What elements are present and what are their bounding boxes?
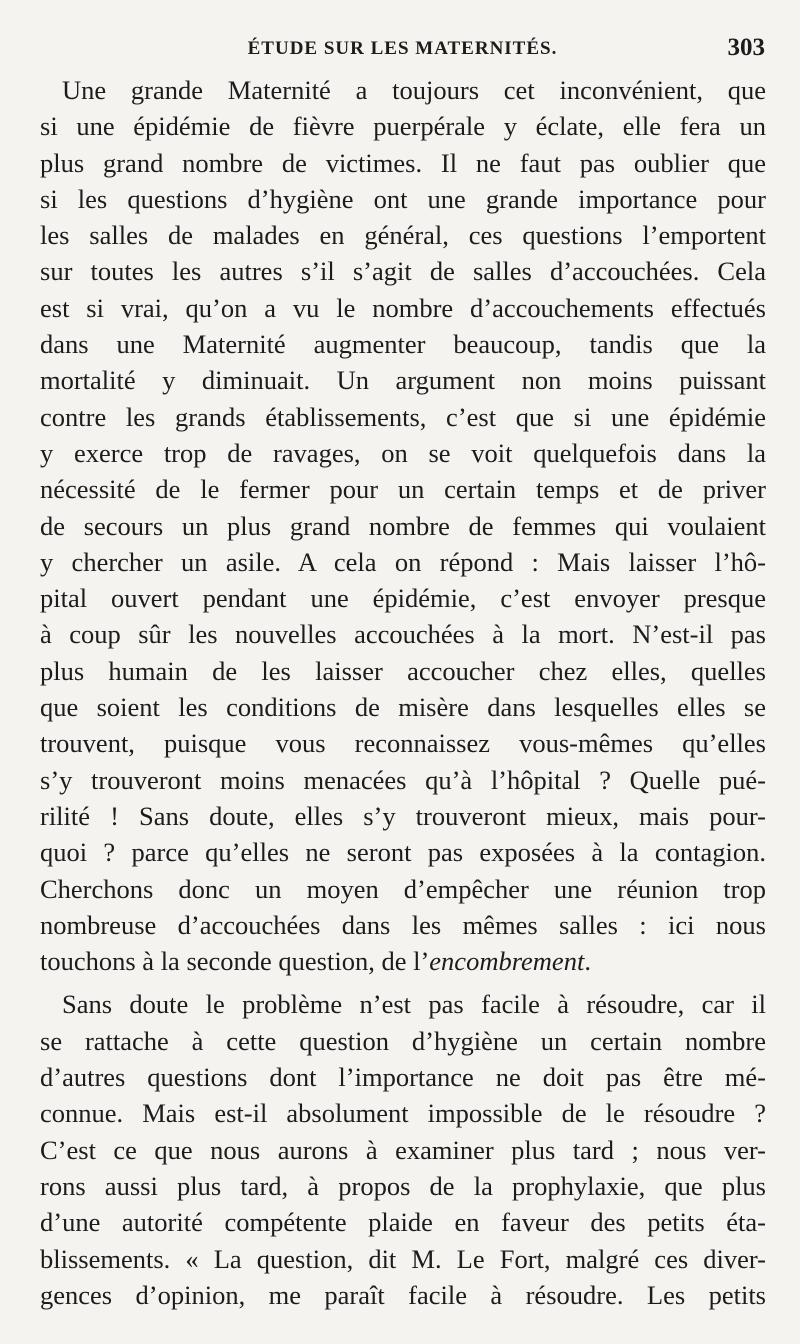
text-line-final	[40, 943, 766, 979]
text-line: connue. Mais est-il absolument impossible de le résoudre ?	[40, 1098, 766, 1129]
text-line: se rattache à cette question d’hygiène un certain nombre	[40, 1025, 766, 1056]
text-line: y chercher un asile. A cela on répond : Mais laisser l’hô-	[40, 546, 766, 577]
text-line: Une grande Maternité a toujours cet inconvénient, que	[62, 75, 766, 105]
text-line: nécessité de le fermer pour un certain temps et de priver	[40, 474, 766, 505]
page-number: 303	[727, 34, 765, 61]
text-line: nombreuse d’accouchées dans les mêmes salles : ici nous	[40, 909, 766, 940]
italic-term: encombrement	[429, 946, 585, 977]
body-text	[40, 72, 766, 1313]
text-line: mortalité y diminuait. Un argument non moins puissant	[40, 365, 766, 396]
final-line-end: .	[584, 946, 591, 977]
text-line: est si vrai, qu’on a vu le nombre d’accouchements effectués	[40, 292, 766, 323]
text-line: d’autres questions dont l’importance ne doit pas être mé-	[40, 1062, 766, 1093]
text-line: quoi ? parce qu’elles ne seront pas exposées à la contagion.	[40, 837, 766, 868]
text-line: rons aussi plus tard, à propos de la prophylaxie, que plus	[40, 1170, 766, 1201]
text-line: trouvent, puisque vous reconnaissez vous-mêmes qu’elles	[40, 728, 766, 759]
text-line: rilité ! Sans doute, elles s’y trouveront mieux, mais pour-	[40, 800, 766, 831]
text-line: C’est ce que nous aurons à examiner plus tard ; nous ver-	[40, 1134, 766, 1165]
text-line: les salles de malades en général, ces questions l’emportent	[40, 220, 766, 251]
paragraph-2	[40, 986, 766, 1313]
text-line: à coup sûr les nouvelles accouchées à la mort. N’est-il pas	[40, 619, 766, 650]
final-line-text: touchons à la seconde question, de l’	[40, 946, 430, 977]
text-line: gences d’opinion, me paraît facile à résoudre. Les petits	[40, 1279, 766, 1310]
text-line: Sans doute le problème n’est pas facile à résoudre, car il	[62, 989, 766, 1020]
text-line: Cherchons donc un moyen d’empêcher une réunion trop	[40, 873, 766, 904]
running-title: ÉTUDE SUR LES MATERNITÉS.	[247, 38, 558, 59]
text-line: plus humain de les laisser accoucher chez elles, quelles	[40, 655, 766, 686]
running-head	[40, 34, 765, 66]
text-line: y exerce trop de ravages, on se voit quelquefois dans la	[40, 437, 766, 468]
text-line: si les questions d’hygiène ont une grande importance pour	[40, 183, 766, 214]
text-line: sur toutes les autres s’il s’agit de salles d’accouchées. Cela	[40, 256, 766, 287]
text-line: de secours un plus grand nombre de femmes qui voulaient	[40, 510, 766, 541]
text-line: dans une Maternité augmenter beaucoup, tandis que la	[40, 329, 766, 360]
text-line: que soient les conditions de misère dans lesquelles elles se	[40, 692, 766, 723]
text-line: blissements. « La question, dit M. Le Fort, malgré ces diver-	[40, 1243, 766, 1274]
text-line: d’une autorité compétente plaide en faveur des petits éta-	[40, 1207, 766, 1238]
text-line: contre les grands établissements, c’est que si une épidémie	[40, 401, 766, 432]
text-line: s’y trouveront moins menacées qu’à l’hôpital ? Quelle pué-	[40, 764, 766, 795]
paragraph-1	[40, 72, 766, 979]
text-line: plus grand nombre de victimes. Il ne faut pas oublier que	[40, 147, 766, 178]
text-line: pital ouvert pendant une épidémie, c’est envoyer presque	[40, 583, 766, 614]
text-line: si une épidémie de fièvre puerpérale y éclate, elle fera un	[40, 111, 766, 142]
